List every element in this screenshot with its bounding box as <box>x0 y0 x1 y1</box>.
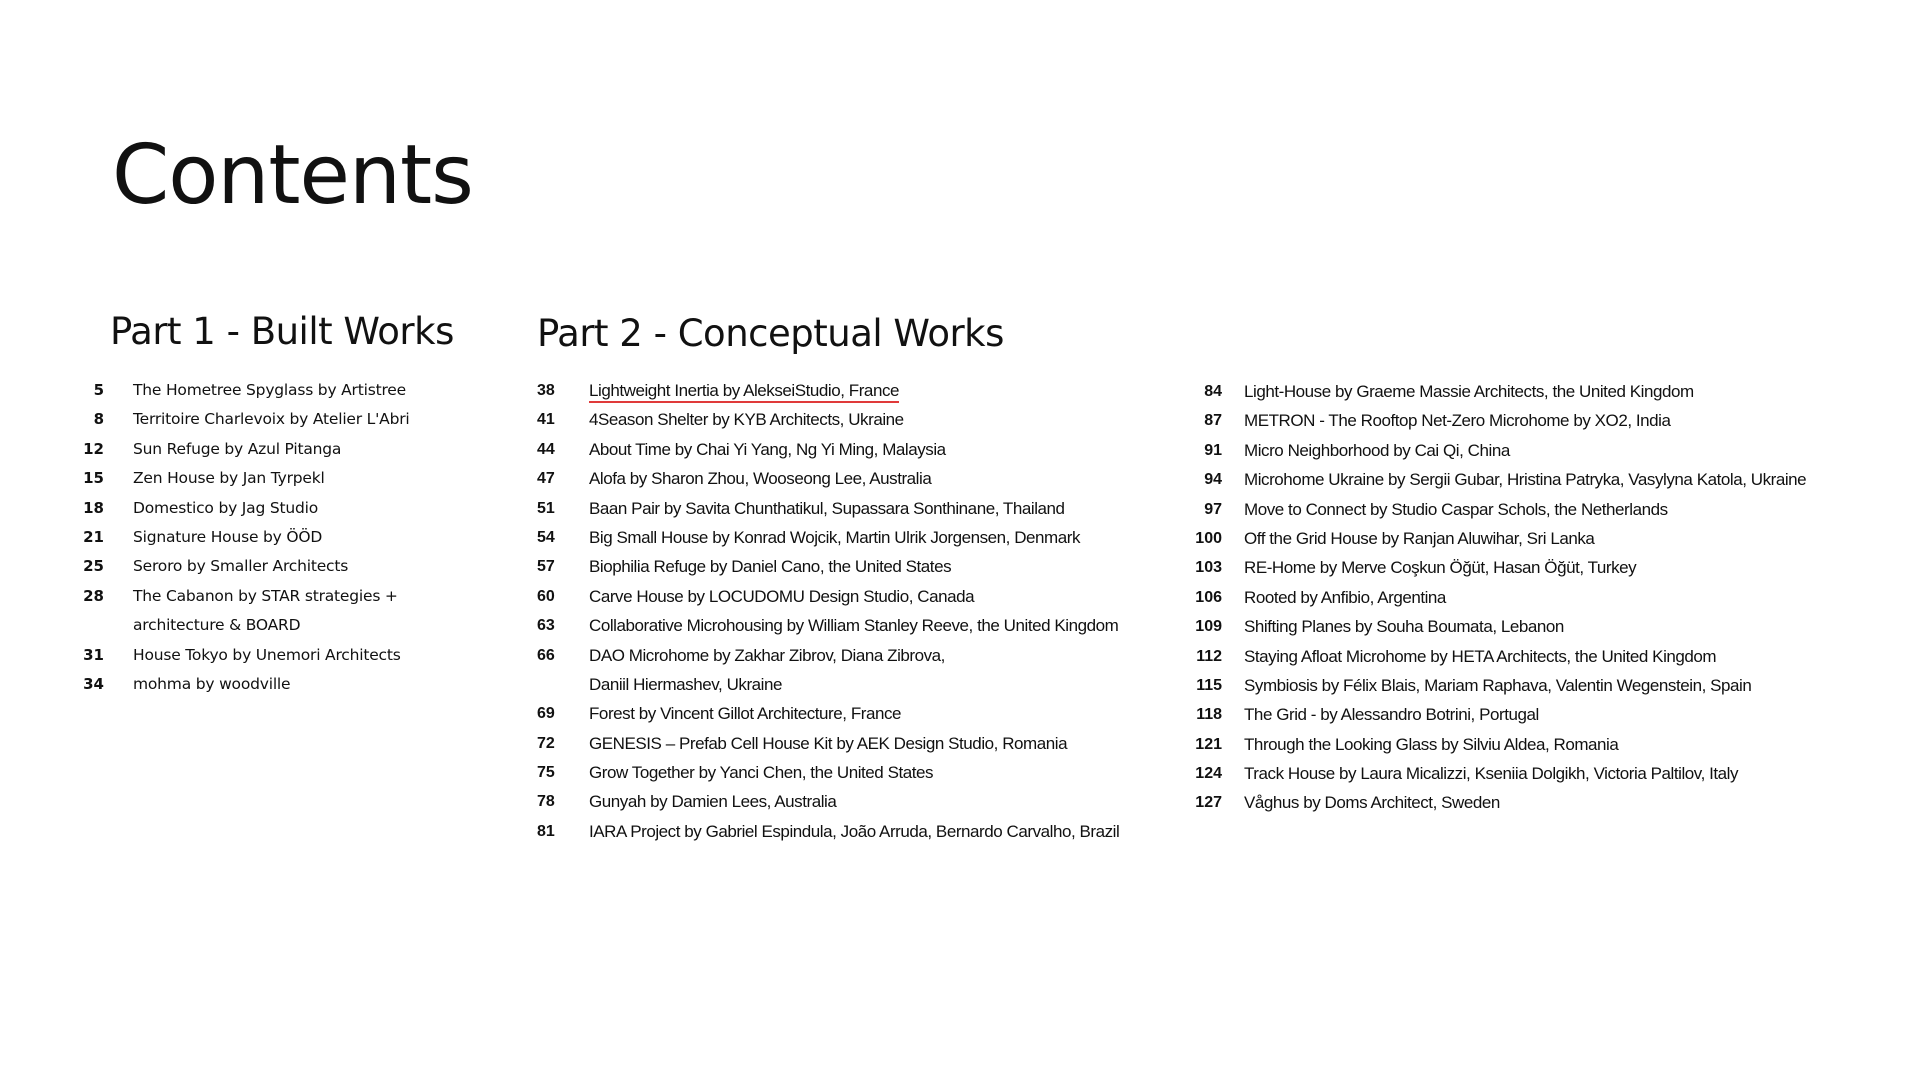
toc-entry[interactable] <box>1182 465 1806 494</box>
toc-entry[interactable] <box>1182 700 1806 729</box>
entry-title: House Tokyo by Unemori Architects <box>133 645 401 664</box>
toc-entry[interactable] <box>1182 671 1806 700</box>
page-number: 21 <box>83 527 104 546</box>
entry-title: Baan Pair by Savita Chunthatikul, Supassara Sonthinane, Thailand <box>589 498 1065 518</box>
page-number: 121 <box>1195 735 1222 753</box>
entry-title: Symbiosis by Félix Blais, Mariam Raphava, Valentin Wegenstein, Spain <box>1244 675 1752 695</box>
entry-title: RE-Home by Merve Coşkun Öğüt, Hasan Öğüt, Turkey <box>1244 558 1637 578</box>
page-number <box>537 670 589 699</box>
page-number: 15 <box>83 469 104 488</box>
entry-title: Sun Refuge by Azul Pitanga <box>133 439 342 458</box>
page-number: 41 <box>537 411 555 429</box>
page-number: 94 <box>1204 471 1222 489</box>
toc-entry[interactable] <box>1182 495 1806 524</box>
toc-entry[interactable] <box>68 405 409 434</box>
entry-title: Carve House by LOCUDOMU Design Studio, Canada <box>589 586 975 606</box>
page-number: 72 <box>537 734 555 752</box>
page-number: 78 <box>537 793 555 811</box>
toc-entry[interactable] <box>537 670 1119 699</box>
entry-title: Lightweight Inertia by AlekseiStudio, France <box>589 381 899 400</box>
toc-entry[interactable] <box>68 552 409 581</box>
toc-entry[interactable] <box>537 523 1119 552</box>
entry-title: The Cabanon by STAR strategies + <box>133 586 398 605</box>
page-number: 57 <box>537 558 555 576</box>
toc-entry[interactable] <box>537 582 1119 611</box>
page-number: 5 <box>93 381 104 399</box>
page-number: 31 <box>83 645 104 664</box>
toc-entry[interactable] <box>68 582 409 611</box>
page-number: 54 <box>537 528 555 546</box>
part2-list <box>537 376 1119 846</box>
entry-title: Through the Looking Glass by Silviu Aldea, Romania <box>1244 734 1619 754</box>
toc-entry[interactable] <box>1182 788 1806 817</box>
entry-title: The Grid - by Alessandro Botrini, Portugal <box>1244 705 1539 725</box>
entry-title: Domestico by Jag Studio <box>133 498 318 517</box>
part2-heading: Part 2 - Conceptual Works <box>537 312 1004 355</box>
page-number: 34 <box>83 674 104 693</box>
entry-title: METRON - The Rooftop Net-Zero Microhome by XO2, India <box>1244 411 1671 431</box>
entry-title: Move to Connect by Studio Caspar Schols, the Netherlands <box>1244 499 1668 519</box>
toc-entry[interactable] <box>537 405 1119 434</box>
page-number: 124 <box>1195 765 1222 783</box>
toc-entry[interactable] <box>68 464 409 493</box>
entry-title: Alofa by Sharon Zhou, Wooseong Lee, Australia <box>589 469 932 489</box>
page-number: 60 <box>537 587 555 605</box>
toc-entry[interactable] <box>1182 730 1806 759</box>
page-number: 127 <box>1195 794 1222 812</box>
page-number: 109 <box>1195 618 1222 636</box>
entry-title: GENESIS – Prefab Cell House Kit by AEK Design Studio, Romania <box>589 733 1068 753</box>
toc-entry[interactable] <box>1182 642 1806 671</box>
toc-entry[interactable] <box>537 787 1119 816</box>
toc-entry[interactable] <box>1182 406 1806 435</box>
toc-entry[interactable] <box>537 611 1119 640</box>
page-number: 87 <box>1204 412 1222 430</box>
toc-entry[interactable] <box>68 523 409 552</box>
toc-entry[interactable] <box>1182 553 1806 582</box>
entry-title: The Hometree Spyglass by Artistree <box>133 381 406 399</box>
toc-entry[interactable] <box>68 641 409 670</box>
page-number: 63 <box>537 617 555 635</box>
toc-entry[interactable] <box>537 817 1119 846</box>
page-number: 69 <box>537 705 555 723</box>
toc-entry[interactable] <box>1182 377 1806 406</box>
page-number: 100 <box>1195 529 1222 547</box>
page-number: 66 <box>537 646 555 664</box>
entry-title: Biophilia Refuge by Daniel Cano, the United States <box>589 557 952 577</box>
entry-title: Shifting Planes by Souha Boumata, Lebanon <box>1244 617 1564 637</box>
toc-entry[interactable] <box>68 376 409 405</box>
part1-list <box>68 376 409 699</box>
entry-title: Territoire Charlevoix by Atelier L'Abri <box>133 410 410 429</box>
entry-title: About Time by Chai Yi Yang, Ng Yi Ming, Malaysia <box>589 439 946 459</box>
entry-title: Staying Afloat Microhome by HETA Architects, the United Kingdom <box>1244 646 1717 666</box>
toc-entry[interactable] <box>537 641 1119 670</box>
toc-entry[interactable] <box>537 699 1119 728</box>
page-number: 91 <box>1204 441 1222 459</box>
entry-title: Big Small House by Konrad Wojcik, Martin Ulrik Jorgensen, Denmark <box>589 527 1081 547</box>
page-number <box>68 611 104 640</box>
entry-title: mohma by woodville <box>133 674 291 693</box>
entry-title: Våghus by Doms Architect, Sweden <box>1244 793 1500 813</box>
page-number: 118 <box>1196 706 1222 724</box>
toc-entry[interactable] <box>537 729 1119 758</box>
entry-title: Light-House by Graeme Massie Architects, the United Kingdom <box>1244 382 1694 401</box>
page-number: 112 <box>1196 647 1222 665</box>
toc-entry[interactable] <box>68 435 409 464</box>
entry-title: Rooted by Anfibio, Argentina <box>1244 587 1446 607</box>
toc-entry[interactable] <box>1182 583 1806 612</box>
page-number: 44 <box>537 440 555 458</box>
toc-entry[interactable] <box>537 376 1119 405</box>
toc-entry[interactable] <box>68 611 409 640</box>
page-number: 28 <box>83 586 104 605</box>
entry-title: IARA Project by Gabriel Espindula, João Arruda, Bernardo Carvalho, Brazil <box>589 821 1120 841</box>
toc-entry[interactable] <box>537 758 1119 787</box>
page-number: 106 <box>1195 588 1222 606</box>
entry-title: DAO Microhome by Zakhar Zibrov, Diana Zibrova, <box>589 645 945 665</box>
entry-title: 4Season Shelter by KYB Architects, Ukraine <box>589 410 904 430</box>
entry-title: Grow Together by Yanci Chen, the United States <box>589 763 934 783</box>
entry-title: Collaborative Microhousing by William Stanley Reeve, the United Kingdom <box>589 616 1119 636</box>
page-number: 103 <box>1195 559 1222 577</box>
page-number: 25 <box>83 557 104 576</box>
page-number: 84 <box>1204 383 1222 400</box>
entry-title: Micro Neighborhood by Cai Qi, China <box>1244 440 1510 460</box>
page-number: 51 <box>537 499 555 517</box>
toc-entry[interactable] <box>1182 436 1806 465</box>
page-number: 81 <box>537 822 555 840</box>
toc-entry[interactable] <box>1182 759 1806 788</box>
entry-title: Off the Grid House by Ranjan Aluwihar, Sri Lanka <box>1244 528 1595 548</box>
entry-title: Forest by Vincent Gillot Architecture, France <box>589 704 902 724</box>
page-number: 12 <box>83 439 104 458</box>
page-number: 18 <box>83 498 104 517</box>
entry-title: Gunyah by Damien Lees, Australia <box>589 792 837 812</box>
toc-entry[interactable] <box>68 670 409 699</box>
page-title: Contents <box>112 128 473 223</box>
part1-heading: Part 1 - Built Works <box>110 310 454 353</box>
toc-entry[interactable] <box>537 464 1119 493</box>
toc-entry[interactable] <box>1182 612 1806 641</box>
part3-list <box>1182 377 1806 818</box>
entry-title: Seroro by Smaller Architects <box>133 557 349 576</box>
entry-title: Daniil Hiermashev, Ukraine <box>589 674 782 694</box>
page-number: 75 <box>537 764 555 782</box>
toc-entry[interactable] <box>537 494 1119 523</box>
entry-title: Zen House by Jan Tyrpekl <box>133 469 325 488</box>
toc-entry[interactable] <box>537 552 1119 581</box>
page-number: 47 <box>537 470 555 488</box>
toc-entry[interactable] <box>537 435 1119 464</box>
toc-entry[interactable] <box>68 494 409 523</box>
toc-entry[interactable] <box>1182 524 1806 553</box>
entry-title: Track House by Laura Micalizzi, Kseniia Dolgikh, Victoria Paltilov, Italy <box>1244 764 1739 784</box>
page-number: 115 <box>1196 676 1222 694</box>
entry-title: Microhome Ukraine by Sergii Gubar, Hristina Patryka, Vasylyna Katola, Ukraine <box>1244 470 1807 490</box>
page-number: 38 <box>537 382 555 399</box>
entry-title: Signature House by ÖÖD <box>133 527 323 546</box>
page-number: 97 <box>1204 500 1222 518</box>
page-number: 8 <box>93 410 104 429</box>
entry-title: architecture & BOARD <box>133 616 301 635</box>
